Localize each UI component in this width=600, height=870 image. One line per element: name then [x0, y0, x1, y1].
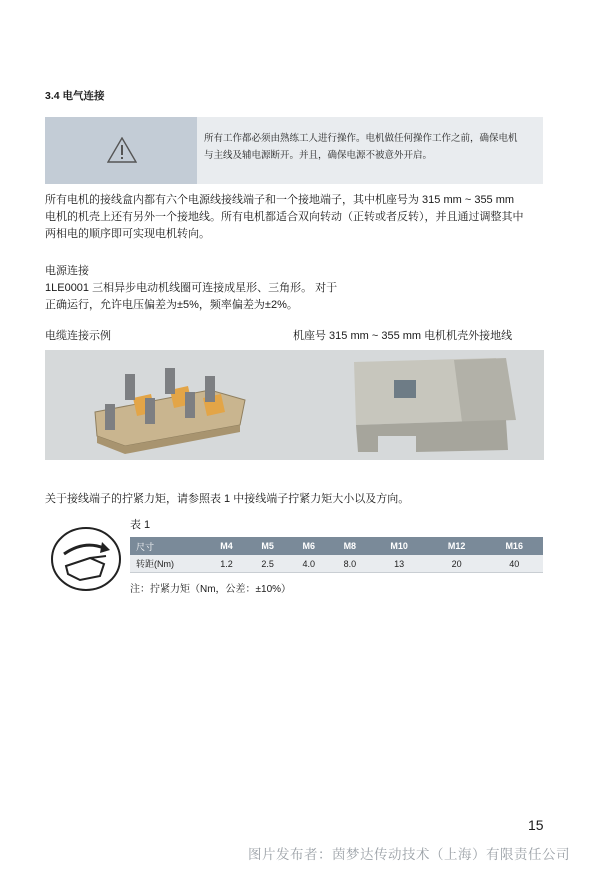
terminal-block-image: [45, 350, 285, 460]
table-cell: 转距(Nm): [130, 555, 206, 573]
motor-grounding-image: [266, 350, 544, 460]
warning-text: [204, 130, 539, 164]
table-header-cell: M4: [206, 537, 247, 555]
paragraph-line: 1LE0001 三相异步电动机线圈可连接成星形、三角形。 对于: [45, 282, 338, 294]
warning-line: 所有工作都必须由熟练工人进行操作。电机做任何操作工作之前，确保电机: [204, 133, 518, 144]
table-cell: 4.0: [288, 555, 329, 573]
torque-paragraph: 关于接线端子的拧紧力矩，请参照表 1 中接线端子拧紧力矩大小以及方向。: [45, 493, 410, 505]
table-header-cell: M5: [247, 537, 288, 555]
table-header-row: [130, 537, 543, 555]
wiring-paragraph: [45, 192, 545, 243]
table-cell: 2.5: [247, 555, 288, 573]
table-header-cell: M12: [428, 537, 486, 555]
table-header-cell: 尺寸: [130, 537, 206, 555]
table-cell: 13: [370, 555, 428, 573]
wrench-rotation-icon: [50, 526, 122, 592]
table-header-cell: M8: [329, 537, 370, 555]
table-cell: 20: [428, 555, 486, 573]
table-header-cell: M6: [288, 537, 329, 555]
paragraph-line: 正确运行，允许电压偏差为±5%，频率偏差为±2%。: [45, 299, 298, 311]
paragraph-line: 电机的机壳上还有另外一个接地线。所有电机都适合双向转动（正转或者反转），并且通过调整其中: [45, 211, 524, 223]
torque-table: [130, 537, 543, 573]
warning-triangle-icon: [107, 137, 137, 163]
paragraph-line: 两相电的顺序即可实现电机转向。: [45, 228, 210, 240]
right-figure-caption: 机座号 315 mm ~ 355 mm 电机机壳外接地线: [293, 330, 513, 342]
subheading: 电源连接: [45, 265, 89, 277]
warning-line: 与主线及辅电源断开。并且，确保电源不被意外开启。: [204, 150, 433, 161]
power-connection-paragraph: [45, 263, 545, 314]
table-header-cell: M16: [485, 537, 543, 555]
table-cell: 1.2: [206, 555, 247, 573]
table-label: 表 1: [130, 519, 151, 531]
publisher-watermark: 图片发布者：茵梦达传动技术（上海）有限责任公司: [248, 847, 570, 862]
table-row: [130, 555, 543, 573]
section-title: 3.4 电气连接: [45, 90, 105, 102]
page-number: 15: [528, 817, 544, 833]
table-cell: 8.0: [329, 555, 370, 573]
table-cell: 40: [485, 555, 543, 573]
table-header-cell: M10: [370, 537, 428, 555]
left-figure-caption: 电缆连接示例: [45, 330, 111, 342]
paragraph-line: 所有电机的接线盒内都有六个电源线接线端子和一个接地端子，其中机座号为 315 mm ~ 355 mm: [45, 194, 515, 206]
warning-icon-panel: [45, 117, 197, 184]
table-note: 注：拧紧力矩（Nm，公差：±10%）: [130, 584, 292, 595]
warning-box: [45, 117, 543, 184]
